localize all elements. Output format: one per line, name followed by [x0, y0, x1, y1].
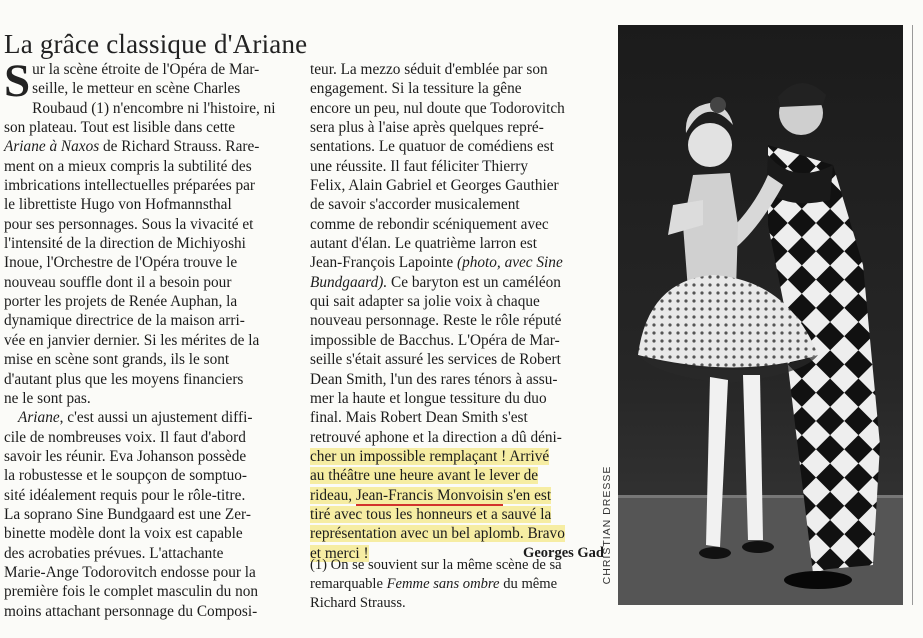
photo-illustration — [618, 25, 903, 605]
text-line: son plateau. Tout est lisible dans cette — [4, 119, 236, 137]
text-line: final. Mais Robert Dean Smith s'est — [310, 409, 528, 427]
text-line: première fois le complet masculin du non — [4, 583, 259, 601]
text-fragment: Ce baryton est un caméléon — [391, 273, 561, 291]
text-line — [310, 486, 604, 505]
text-line: cile de nombreuses voix. Il faut d'abord — [4, 428, 246, 446]
text-line: Roubaud (1) n'encombre ni l'histoire, ni — [32, 99, 276, 117]
text-line: Dean Smith, l'un des rares ténors à assu- — [310, 370, 558, 388]
text-line: seille s'était assuré les services de Robert — [310, 351, 561, 369]
text-fragment: s'en est — [507, 486, 552, 504]
article-column-2 — [310, 60, 604, 563]
highlighted-text: au théâtre une heure avant le lever de — [310, 467, 539, 485]
article-column-1 — [4, 55, 292, 621]
article-photo — [618, 25, 903, 605]
text-line: Inoue, l'Orchestre de l'Opéra trouve le — [4, 254, 238, 272]
text-fragment: rideau, — [310, 486, 353, 504]
article-paragraph-3 — [310, 60, 604, 563]
text-line: comme de rebondir scéniquement avec — [310, 215, 549, 233]
text-fragment: , c'est aussi un ajustement diffi- — [59, 409, 253, 427]
text-line — [310, 447, 604, 466]
article-paragraph-2 — [4, 408, 292, 621]
highlighted-text: représentation avec un bel aplomb. Bravo — [310, 525, 565, 543]
page-edge-rule — [912, 25, 913, 605]
photo-credit-text: CHRISTIAN DRESSE — [601, 465, 613, 585]
article-title: La grâce classique d'Ariane — [4, 29, 308, 60]
author-signature: Georges Gad — [523, 544, 604, 561]
text-line: nouveau souffle dont il a besoin pour — [4, 273, 232, 291]
text-line: imbrications intellectuelles préparées par — [4, 177, 256, 195]
text-line: encore un peu, nul doute que Todorovitch — [310, 99, 565, 117]
text-line: Marie-Ange Todorovitch endosse pour la — [4, 563, 256, 581]
photo-credit — [597, 440, 617, 610]
text-line — [310, 524, 604, 543]
text-line — [4, 408, 292, 427]
text-line: ne le sont pas. — [4, 389, 91, 407]
text-line: Felix, Alain Gabriel et Georges Gauthier — [310, 177, 559, 195]
text-line: binette modèle dont la voix est capable — [4, 525, 243, 543]
highlighted-text: cher un impossible remplaçant ! Arrivé — [310, 447, 550, 465]
text-fragment: de Richard Strauss. Rare- — [103, 138, 260, 156]
text-line — [310, 273, 604, 292]
footnote — [310, 556, 606, 613]
text-line — [4, 137, 292, 156]
opera-name: Ariane — [18, 409, 60, 427]
text-line: impossible de Bacchus. L'Opéra de Mar- — [310, 331, 560, 349]
footnote-opera: Femme sans ombre — [386, 576, 500, 592]
text-line — [310, 466, 604, 485]
text-line: La soprano Sine Bundgaard est une Zer- — [4, 505, 251, 523]
highlighted-text: tiré avec tous les honneurs et a sauvé la — [310, 505, 552, 523]
text-line: mer la haute et longue tessiture du duo — [310, 389, 547, 407]
text-line: l'intensité de la direction de Michiyoshi — [4, 235, 246, 253]
text-line: porter les projets de Renée Auphan, la — [4, 293, 238, 311]
text-line: dynamique directrice de la maison arri- — [4, 312, 245, 330]
text-line: pour ses personnages. Sous la vivacité et — [4, 215, 254, 233]
text-line: mise en scène sont grands, ils le sont — [4, 351, 230, 369]
text-line: d'autant plus que les moyens financiers — [4, 370, 244, 388]
text-line: une réussite. Il faut féliciter Thierry — [310, 157, 529, 175]
drop-cap: S — [4, 55, 31, 107]
text-line: ment on a mieux compris la subtilité des — [4, 157, 252, 175]
text-line: moins attachant personnage du Composi- — [4, 602, 258, 620]
text-line — [310, 253, 604, 272]
footnote-text: du même Richard Strauss. — [310, 576, 558, 611]
text-line: le librettiste Hugo von Hofmannsthal — [4, 196, 232, 214]
underlined-name: Jean-Francis Monvoisin — [355, 486, 504, 504]
highlighted-text: et merci ! — [310, 544, 369, 562]
text-line: vée en janvier dernier. Si les mérites de la — [4, 331, 260, 349]
photo-caption-ref: (photo, avec Sine — [456, 254, 563, 272]
text-line: des acrobaties prévues. L'attachante — [4, 544, 224, 562]
text-line: autant d'élan. Le quatrième larron est — [310, 235, 538, 253]
text-line: engagement. Si la tessiture la gêne — [310, 80, 522, 98]
text-line: la robustesse et le soupçon de somptuo- — [4, 467, 248, 485]
text-line: nouveau personnage. Reste le rôle réputé — [310, 312, 562, 330]
text-line: ur la scène étroite de l'Opéra de Mar- — [32, 61, 260, 78]
highlighted-text — [310, 487, 551, 504]
text-line: seille, le metteur en scène Charles — [32, 80, 241, 98]
text-line: savoir les réunir. Eva Johanson possède — [4, 447, 247, 465]
text-fragment: Jean-François Lapointe — [310, 254, 454, 272]
text-line — [310, 505, 604, 524]
opera-title: Ariane à Naxos — [4, 138, 100, 156]
article-paragraph-1 — [4, 55, 292, 408]
text-line: qui sait adapter sa jolie voix à chaque — [310, 293, 540, 311]
text-line: de savoir s'accorder musicalement — [310, 196, 520, 214]
text-line: sité idéalement requis pour le rôle-titre. — [4, 486, 246, 504]
text-line: retrouvé aphone et la direction a dû déni- — [310, 428, 562, 446]
photo-caption-ref: Bundgaard). — [310, 273, 388, 291]
text-line: teur. La mezzo séduit d'emblée par son — [310, 61, 548, 78]
text-line: sera plus à l'aise après quelques repré- — [310, 119, 544, 137]
text-line: sentations. Le quatuor de comédiens est — [310, 138, 554, 156]
footnote-text: (1) On se souvient sur la même scène de sa remarquable — [310, 557, 562, 592]
